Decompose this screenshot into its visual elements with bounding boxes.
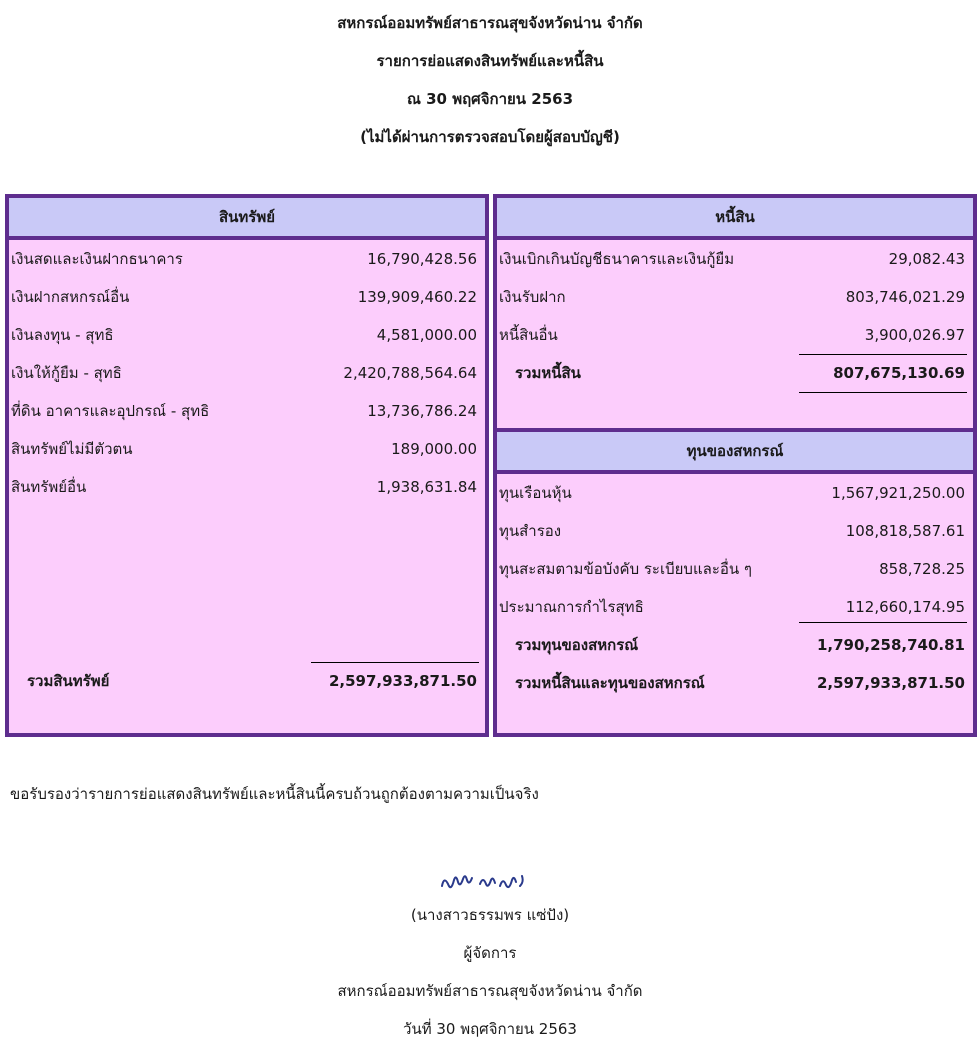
assets-total-value: 2,597,933,871.50: [328, 672, 477, 690]
liabilities-list: [497, 240, 973, 392]
asset-label: เงินฝากสหกรณ์อื่น: [11, 288, 130, 306]
asset-value: 2,420,788,564.64: [343, 364, 477, 382]
signatory-organization: สหกรณ์ออมทรัพย์สาธารณสุขจังหวัดน่าน จำกัด: [337, 982, 643, 1000]
liability-value: 803,746,021.29: [845, 288, 965, 306]
liabilities-total-value: 807,675,130.69: [833, 364, 965, 382]
signatory-date: วันที่ 30 พฤศจิกายน 2563: [403, 1020, 577, 1038]
asset-value: 189,000.00: [391, 440, 477, 458]
liabilities-total-top-rule: [799, 354, 967, 355]
equity-value: 112,660,174.95: [845, 598, 965, 616]
equity-label: ทุนเรือนหุ้น: [499, 484, 572, 502]
liability-label: เงินรับฝาก: [499, 288, 566, 306]
asset-row: [9, 316, 485, 354]
asset-row: [9, 354, 485, 392]
asset-row: [9, 430, 485, 468]
liabilities-heading: หนี้สิน: [497, 198, 973, 240]
equity-value: 108,818,587.61: [845, 522, 965, 540]
equity-value: 1,567,921,250.00: [831, 484, 965, 502]
liability-value: 29,082.43: [888, 250, 965, 268]
asset-label: เงินลงทุน - สุทธิ: [11, 326, 114, 344]
assets-heading: สินทรัพย์: [9, 198, 485, 240]
liability-row: [497, 278, 973, 316]
asset-label: สินทรัพย์ไม่มีตัวตน: [11, 440, 133, 458]
liability-label: หนี้สินอื่น: [499, 326, 558, 344]
equity-label: ทุนสำรอง: [499, 522, 562, 540]
assets-list: [9, 240, 485, 506]
asset-label: เงินให้กู้ยืม - สุทธิ: [11, 364, 122, 382]
liabilities-total-label: รวมหนี้สิน: [515, 364, 581, 382]
equity-value: 858,728.25: [879, 560, 965, 578]
liability-row: [497, 240, 973, 278]
certification-statement: ขอรับรองว่ารายการย่อแสดงสินทรัพย์และหนี้สินนี้ครบถ้วนถูกต้องตามความเป็นจริง: [10, 785, 539, 803]
asset-label: เงินสดและเงินฝากธนาคาร: [11, 250, 183, 268]
equity-row: [497, 550, 973, 588]
report-title: รายการย่อแสดงสินทรัพย์และหนี้สิน: [376, 52, 604, 70]
equity-row: [497, 512, 973, 550]
equity-total-value: 1,790,258,740.81: [816, 636, 965, 654]
equity-label: ทุนสะสมตามข้อบังคับ ระเบียบและอื่น ๆ: [499, 560, 752, 578]
equity-label: ประมาณการกำไรสุทธิ: [499, 598, 644, 616]
assets-panel: [5, 194, 489, 737]
asset-row: [9, 468, 485, 506]
signatory-position: ผู้จัดการ: [463, 944, 517, 962]
report-date: ณ 30 พฤศจิกายน 2563: [406, 90, 574, 108]
asset-label: สินทรัพย์อื่น: [11, 478, 87, 496]
grand-total-row: [497, 664, 973, 702]
asset-label: ที่ดิน อาคารและอุปกรณ์ - สุทธิ: [11, 402, 210, 420]
asset-value: 13,736,786.24: [367, 402, 477, 420]
equity-row: [497, 474, 973, 512]
audit-note: (ไม่ได้ผ่านการตรวจสอบโดยผู้สอบบัญชี): [360, 128, 620, 146]
liability-label: เงินเบิกเกินบัญชีธนาคารและเงินกู้ยืม: [499, 250, 735, 268]
equity-heading: ทุนของสหกรณ์: [497, 428, 973, 474]
asset-value: 139,909,460.22: [357, 288, 477, 306]
equity-row: [497, 588, 973, 626]
equity-list: [497, 474, 973, 702]
grand-total-value: 2,597,933,871.50: [816, 674, 965, 692]
equity-total-row: [497, 626, 973, 664]
liabilities-total-bottom-rule: [799, 392, 967, 393]
signatory-name: (นางสาวธรรมพร แซ่ปัง): [410, 906, 570, 924]
liability-value: 3,900,026.97: [864, 326, 965, 344]
equity-section: [497, 428, 973, 702]
asset-row: [9, 392, 485, 430]
asset-value: 1,938,631.84: [376, 478, 477, 496]
liabilities-total-row: [497, 354, 973, 392]
assets-total-label: รวมสินทรัพย์: [27, 672, 110, 690]
signature-block: [0, 866, 980, 1048]
liabilities-equity-panel: [493, 194, 977, 737]
grand-total-label: รวมหนี้สินและทุนของสหกรณ์: [515, 674, 705, 692]
asset-value: 4,581,000.00: [376, 326, 477, 344]
equity-total-rule: [799, 622, 967, 623]
signature-icon: [430, 866, 550, 896]
asset-row: [9, 240, 485, 278]
liability-row: [497, 316, 973, 354]
equity-total-label: รวมทุนของสหกรณ์: [515, 636, 639, 654]
assets-total-row: [9, 662, 485, 700]
document-header: [0, 6, 980, 158]
asset-value: 16,790,428.56: [367, 250, 477, 268]
asset-row: [9, 278, 485, 316]
org-title: สหกรณ์ออมทรัพย์สาธารณสุขจังหวัดน่าน จำกัด: [337, 14, 643, 32]
